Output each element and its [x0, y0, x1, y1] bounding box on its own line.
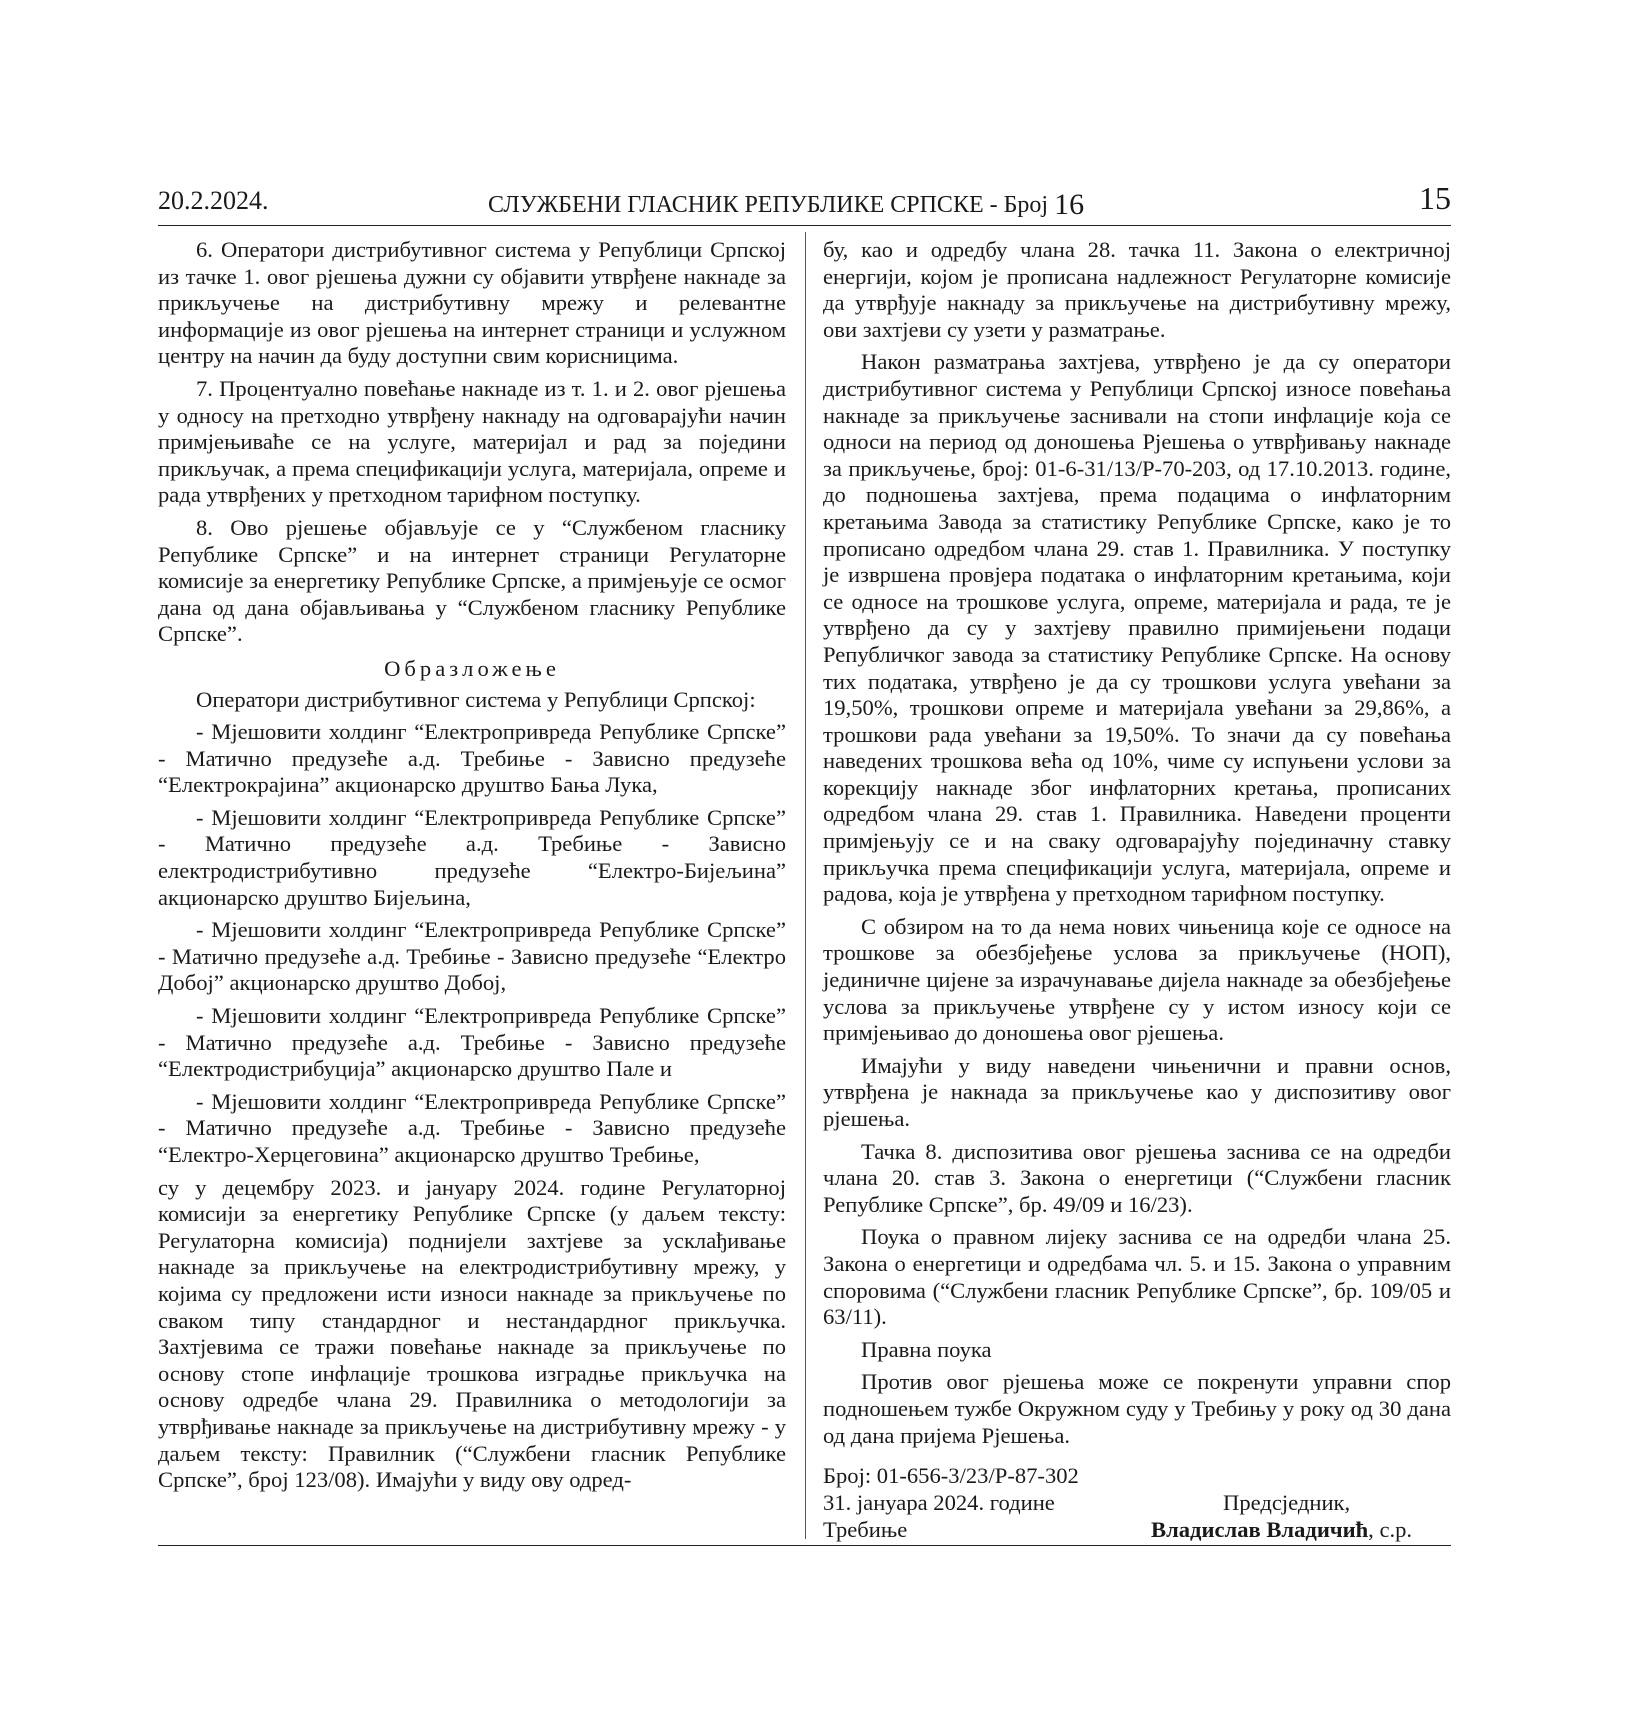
paragraph-7: 7. Процентуално повећање накнаде из т. 1. и 2. овог рјешења у односу на претходно утврђену накнаду на одговарајући начин примјењиваће се на услуге, материјал и рад за поједини прикључак, а према спецификацији услуга, материјала, опреме и рада утврђених у претходном тарифном поступку. — [158, 375, 786, 508]
signatory-role: Предсједник, — [1223, 1490, 1351, 1516]
rationale-body: су у децембру 2023. и јануару 2024. године Регулаторној комисији за енергетику Републике Српске (у даљем тексту: Регулаторна комисија) поднијели захтјеве за усклађивање накнаде за прикључење на електродистрибутивну мрежу, у којима су предложени исти износи накнаде за прикључење по сваком типу стандардног и нестандардног прикључка. Захтјевима се тражи повећање накнаде за прикључење по основу стопе инфлације трошкова изградње прикључка на основу одредбе члана 29. Правилника о методологији за утврђивање накнаде за прикључење на дистрибутивну мрежу - у даљем тексту: Правилник (“Службени гласник Републике Српске”, број 123/08). Имајући у виду ову одред- — [158, 1174, 786, 1493]
operator-item-3: - Мјешовити холдинг “Електропривреда Републике Српске” - Матично предузеће а.д. Требиње - Зависно предузеће “Електро Добој” акционарско друштво Добој, — [158, 917, 786, 996]
footer-rule — [158, 1545, 1451, 1546]
document-place: Требиње — [823, 1517, 908, 1543]
signature-block — [823, 1463, 1451, 1547]
paragraph-8: 8. Ово рјешење објављује се у “Службеном гласнику Републике Српске” и на интернет страници Регулаторне комисије за енергетику Републике Српске, а примјењује се осмог дана од дана објављивања у “Службеном гласнику Републике Српске”. — [158, 514, 786, 647]
section-heading-rationale: Образложење — [384, 655, 560, 681]
paragraph-basis: Имајући у виду наведени чињенични и правни основ, утврђена је накнада за прикључење као у диспозитиву овог рјешења. — [823, 1052, 1451, 1131]
header-issue-number: 16 — [1054, 188, 1085, 221]
left-column — [158, 237, 786, 1500]
paragraph-remedy-basis: Поука о правном лијеку заснива се на одредби члана 25. Закона о енергетици и одредбама чл. 5. и 15. Закона о управним споровима (“Службени гласник Републике Српске”, бр. 109/05 и 63/11). — [823, 1224, 1451, 1330]
operator-item-4: - Мјешовити холдинг “Електропривреда Републике Српске” - Матично предузеће а.д. Требиње - Зависно предузеће “Електродистрибуција” акционарско друштво Пале и — [158, 1003, 786, 1082]
paragraph-review: Након разматрања захтјева, утврђено је да су оператори дистрибутивног система у Републици Српској износе повећања накнаде за прикључење заснивали на стопи инфлације која се односи на период од доношења Рјешења о утврђивању накнаде за прикључење, број: 01-6-31/13/Р-70-203, од 17.10.2013. године, до подношења захтјева, према подацима о инфлаторним кретањима Завода за статистику Републике Српске, како је то прописано одредбом члана 29. став 1. Правилника. У поступку је извршена провјера података о инфлаторним кретањима, који се односе на трошкове услуга, опреме, материјала и рада, те је утврђено да су у захтјеву правилно примијењени подаци Републичког завода за статистику Републике Српске. На основу тих података, утврђено је да су трошкови услуга увећани за 19,50%, трошкови опреме и материјала увећани за 29,86%, а трошкови рада увећани за 19,50%. То значи да су повећања наведених трошкова већа од 10%, чиме су испуњени услови за корекцију накнаде због инфлаторних кретања, прописаних одредбом члана 29. став 1. Правилника. Наведени проценти примјењују се и на сваку одговарајућу појединачну ставку прикључка према спецификацији услуга, материјала, опреме и радова, која је утврђена у претходном тарифном поступку. — [823, 349, 1451, 907]
rationale-intro: Оператори дистрибутивног система у Републици Српској: — [196, 686, 756, 712]
page-number: 15 — [1419, 180, 1451, 216]
paragraph-appeal: Против овог рјешења може се покренути управни спор подношењем тужбе Окружном суду у Требињу у року од 30 дана од дана пријема Рјешења. — [823, 1369, 1451, 1448]
heading-legal-remedy: Правна поука — [861, 1336, 992, 1362]
paragraph-point-8: Тачка 8. диспозитива овог рјешења заснива се на одредби члана 20. став 3. Закона о енергетици (“Службени гласник Републике Српске”, бр. 49/09 и 16/23). — [823, 1138, 1451, 1217]
header-date: 20.2.2024. — [158, 186, 269, 215]
column-divider — [805, 232, 806, 1539]
page-header — [158, 180, 1451, 220]
header-title-text: СЛУЖБЕНИ ГЛАСНИК РЕПУБЛИКЕ СРПСКЕ - Број — [488, 192, 1049, 218]
rationale-continuation: бу, као и одредбу члана 28. тачка 11. Закона о електричној енергији, којом је прописана надлежност Регулаторне комисије да утврђује накнаду за прикључење на дистрибутивну мрежу, ови захтјеви су узети у разматрање. — [823, 237, 1451, 342]
header-title — [488, 186, 1084, 220]
operator-item-1: - Мјешовити холдинг “Електропривреда Републике Српске” - Матично предузеће а.д. Требиње - Зависно предузеће “Електрокрајина” акционарско друштво Бања Лука, — [158, 719, 786, 798]
signatory-name: Владислав Владичић — [1151, 1517, 1369, 1543]
operator-item-5: - Мјешовити холдинг “Електропривреда Републике Српске” - Матично предузеће а.д. Требиње - Зависно предузеће “Електро-Херцеговина” акционарско друштво Требиње, — [158, 1088, 786, 1167]
paragraph-6: 6. Оператори дистрибутивног система у Републици Српској из тачке 1. овог рјешења дужни су објавити утврђене накнаде за прикључење на дистрибутивну мрежу и релевантне информације из овог рјешења на интернет страници и услужном центру на начин да буду доступни свим корисницима. — [158, 237, 786, 369]
document-date: 31. јануара 2024. године — [823, 1490, 1055, 1516]
signatory-suffix: , с.р. — [1368, 1517, 1413, 1543]
paragraph-nop: С обзиром на то да нема нових чињеница које се односе на трошкове за обезбјеђење услова за прикључење (НОП), јединичне цијене за израчунавање дијела накнаде за обезбјеђење услова за прикључење утврђене су у истом износу који се примјењивао до доношења овог рјешења. — [823, 913, 1451, 1046]
header-rule — [158, 225, 1451, 226]
signatory — [1151, 1517, 1412, 1544]
document-number: Број: 01-656-3/23/Р-87-302 — [823, 1463, 1079, 1489]
right-column — [823, 237, 1451, 1547]
operator-item-2: - Мјешовити холдинг “Електропривреда Републике Српске” - Матично предузеће а.д. Требиње - Зависно електродистрибутивно предузеће “Електро-Бијељина” акционарско друштво Бијељина, — [158, 804, 786, 910]
